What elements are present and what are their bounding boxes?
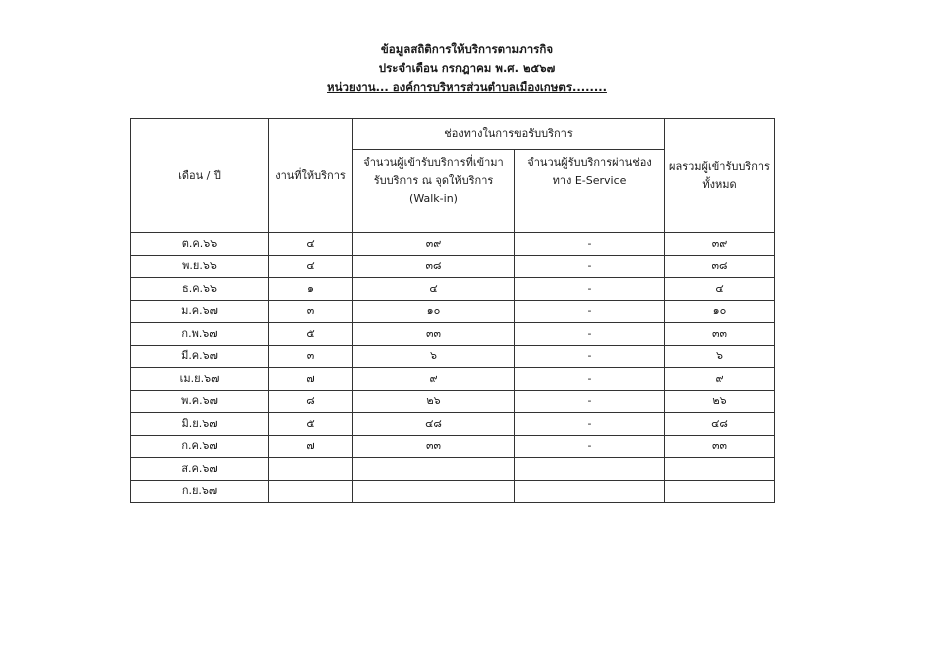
cell-walkin: ๓๘ bbox=[353, 255, 515, 278]
table-row bbox=[131, 435, 775, 458]
table-row bbox=[131, 300, 775, 323]
cell-month: ก.ค.๖๗ bbox=[131, 435, 269, 458]
cell-total: ๙ bbox=[665, 368, 775, 391]
cell-total: ๖ bbox=[665, 345, 775, 368]
header-month: เดือน / ปี bbox=[131, 119, 269, 233]
table-row bbox=[131, 323, 775, 346]
cell-total: ๔ bbox=[665, 278, 775, 301]
cell-month: ต.ค.๖๖ bbox=[131, 233, 269, 256]
cell-eservice: - bbox=[515, 413, 665, 436]
cell-walkin bbox=[353, 458, 515, 481]
table-row bbox=[131, 390, 775, 413]
table-row bbox=[131, 278, 775, 301]
cell-eservice: - bbox=[515, 255, 665, 278]
cell-tasks: ๓ bbox=[269, 345, 353, 368]
cell-month: ธ.ค.๖๖ bbox=[131, 278, 269, 301]
document-agency: หน่วยงาน... องค์การบริหารส่วนตำบลเมืองเกษตร........ bbox=[327, 80, 607, 94]
cell-walkin: ๒๖ bbox=[353, 390, 515, 413]
cell-month: พ.ย.๖๖ bbox=[131, 255, 269, 278]
document-header bbox=[0, 40, 934, 97]
header-channels: ช่องทางในการขอรับบริการ bbox=[353, 119, 665, 150]
header-tasks: งานที่ให้บริการ bbox=[269, 119, 353, 233]
cell-total: ๓๙ bbox=[665, 233, 775, 256]
document-title: ข้อมูลสถิติการให้บริการตามภารกิจ bbox=[380, 42, 554, 56]
cell-tasks bbox=[269, 458, 353, 481]
header-total: ผลรวมผู้เข้ารับบริการทั้งหมด bbox=[665, 119, 775, 233]
cell-walkin: ๓๓ bbox=[353, 435, 515, 458]
cell-walkin: ๖ bbox=[353, 345, 515, 368]
table-row bbox=[131, 345, 775, 368]
cell-tasks: ๗ bbox=[269, 368, 353, 391]
cell-tasks: ๑ bbox=[269, 278, 353, 301]
table-body bbox=[131, 233, 775, 503]
cell-tasks: ๘ bbox=[269, 390, 353, 413]
cell-total: ๔๘ bbox=[665, 413, 775, 436]
cell-eservice: - bbox=[515, 323, 665, 346]
cell-walkin: ๔๘ bbox=[353, 413, 515, 436]
cell-tasks: ๕ bbox=[269, 413, 353, 436]
cell-total bbox=[665, 458, 775, 481]
cell-tasks: ๗ bbox=[269, 435, 353, 458]
table-row bbox=[131, 255, 775, 278]
cell-eservice: - bbox=[515, 368, 665, 391]
cell-month: เม.ย.๖๗ bbox=[131, 368, 269, 391]
header-walkin: จำนวนผู้เข้ารับบริการที่เข้ามารับบริการ ณ จุดให้บริการ (Walk-in) bbox=[353, 150, 515, 233]
cell-walkin: ๔ bbox=[353, 278, 515, 301]
cell-month: พ.ค.๖๗ bbox=[131, 390, 269, 413]
cell-walkin: ๙ bbox=[353, 368, 515, 391]
service-statistics-table bbox=[130, 118, 775, 503]
header-eservice: จำนวนผู้รับบริการผ่านช่องทาง E-Service bbox=[515, 150, 665, 233]
table-row bbox=[131, 368, 775, 391]
table-row bbox=[131, 458, 775, 481]
cell-month: ส.ค.๖๗ bbox=[131, 458, 269, 481]
cell-month: ก.ย.๖๗ bbox=[131, 480, 269, 503]
cell-month: มี.ค.๖๗ bbox=[131, 345, 269, 368]
cell-eservice: - bbox=[515, 345, 665, 368]
cell-month: ก.พ.๖๗ bbox=[131, 323, 269, 346]
cell-eservice bbox=[515, 480, 665, 503]
cell-eservice: - bbox=[515, 390, 665, 413]
cell-eservice: - bbox=[515, 435, 665, 458]
cell-walkin: ๓๓ bbox=[353, 323, 515, 346]
cell-eservice: - bbox=[515, 300, 665, 323]
document-period: ประจำเดือน กรกฎาคม พ.ศ. ๒๕๖๗ bbox=[378, 61, 556, 75]
cell-tasks: ๓ bbox=[269, 300, 353, 323]
cell-eservice: - bbox=[515, 278, 665, 301]
cell-total: ๓๓ bbox=[665, 323, 775, 346]
cell-tasks: ๕ bbox=[269, 323, 353, 346]
cell-tasks: ๔ bbox=[269, 255, 353, 278]
cell-tasks: ๔ bbox=[269, 233, 353, 256]
cell-total: ๓๘ bbox=[665, 255, 775, 278]
table-row bbox=[131, 480, 775, 503]
table-row bbox=[131, 233, 775, 256]
cell-eservice bbox=[515, 458, 665, 481]
cell-total: ๒๖ bbox=[665, 390, 775, 413]
cell-month: ม.ค.๖๗ bbox=[131, 300, 269, 323]
cell-total bbox=[665, 480, 775, 503]
cell-walkin: ๓๙ bbox=[353, 233, 515, 256]
table-row bbox=[131, 413, 775, 436]
cell-total: ๓๓ bbox=[665, 435, 775, 458]
cell-walkin: ๑๐ bbox=[353, 300, 515, 323]
cell-total: ๑๐ bbox=[665, 300, 775, 323]
cell-tasks bbox=[269, 480, 353, 503]
cell-eservice: - bbox=[515, 233, 665, 256]
cell-walkin bbox=[353, 480, 515, 503]
cell-month: มิ.ย.๖๗ bbox=[131, 413, 269, 436]
